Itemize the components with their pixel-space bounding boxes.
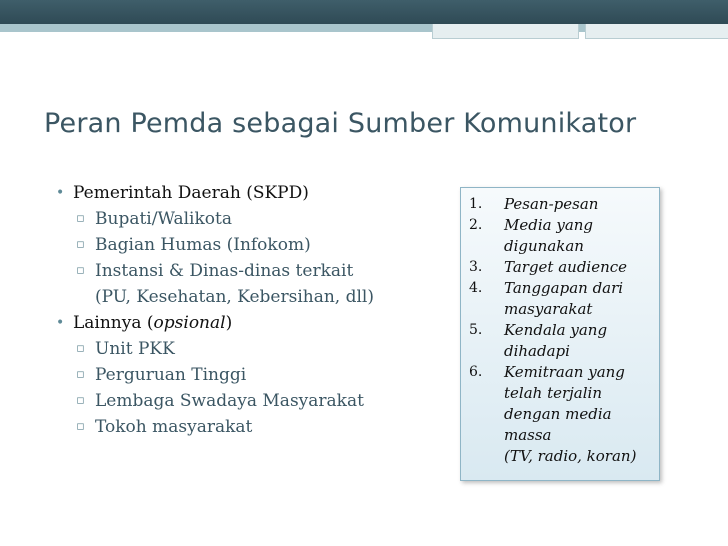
item-number: 5. xyxy=(469,322,483,338)
bullet-list xyxy=(56,180,456,440)
numbered-list xyxy=(461,188,659,467)
sub-bullet-text: ▫ Instansi & Dinas-dinas terkait xyxy=(95,261,354,281)
sub-bullet-item xyxy=(56,388,456,414)
numbered-item xyxy=(461,278,659,320)
sub-bullet-text-continued: (PU, Kesehatan, Kebersihan, dll) xyxy=(95,287,375,307)
sub-bullet-text: ▫ Tokoh masyarakat xyxy=(95,417,253,437)
item-text: Pesan-pesan xyxy=(504,195,599,213)
item-number: 3. xyxy=(469,259,483,275)
bullet-text-end: ) xyxy=(225,313,233,333)
item-text: massa xyxy=(504,426,552,444)
numbered-item xyxy=(461,320,659,362)
item-text: telah terjalin xyxy=(504,384,602,402)
bullet-item: • Pemerintah Daerah (SKPD) xyxy=(56,180,456,206)
slide-title: Peran Pemda sebagai Sumber Komunikator xyxy=(44,108,637,139)
sub-bullet-item xyxy=(56,336,456,362)
sub-bullet-text: ▫ Perguruan Tinggi xyxy=(95,365,247,385)
sub-bullet-item xyxy=(56,258,456,310)
item-text: dengan media xyxy=(504,405,612,423)
item-text: Kemitraan yang xyxy=(504,363,625,381)
item-text: (TV, radio, koran) xyxy=(504,447,637,465)
sub-bullet-text: ▫ Bagian Humas (Infokom) xyxy=(95,235,311,255)
item-number: 4. xyxy=(469,280,483,296)
sub-bullet-item xyxy=(56,362,456,388)
bullet-item xyxy=(56,310,456,336)
bullet-text-italic: opsional xyxy=(153,313,226,333)
numbered-item xyxy=(461,362,659,467)
item-text: Tanggapan dari xyxy=(504,279,624,297)
item-text: dihadapi xyxy=(504,342,570,360)
decorative-tab-right xyxy=(585,24,728,39)
numbered-item xyxy=(461,215,659,257)
header-bar xyxy=(0,0,728,24)
item-text: digunakan xyxy=(504,237,584,255)
item-text: Target audience xyxy=(504,258,628,276)
sub-bullet-text: ▫ Lembaga Swadaya Masyarakat xyxy=(95,391,364,411)
item-text: masyarakat xyxy=(504,300,593,318)
item-number: 1. xyxy=(469,196,483,212)
sub-bullet-text: ▫ Unit PKK xyxy=(95,339,175,359)
numbered-item xyxy=(461,194,659,215)
decorative-tab-left xyxy=(432,24,579,39)
sub-bullet-item xyxy=(56,414,456,440)
sub-bullet-text: ▫ Bupati/Walikota xyxy=(95,209,232,229)
numbered-item xyxy=(461,257,659,278)
item-text: Kendala yang xyxy=(504,321,608,339)
numbered-list-box xyxy=(460,187,660,481)
sub-bullet-item xyxy=(56,232,456,258)
item-text: Media yang xyxy=(504,216,594,234)
item-number: 2. xyxy=(469,217,483,233)
item-number: 6. xyxy=(469,364,483,380)
sub-bullet-item xyxy=(56,206,456,232)
bullet-text: Lainnya ( xyxy=(73,313,154,333)
